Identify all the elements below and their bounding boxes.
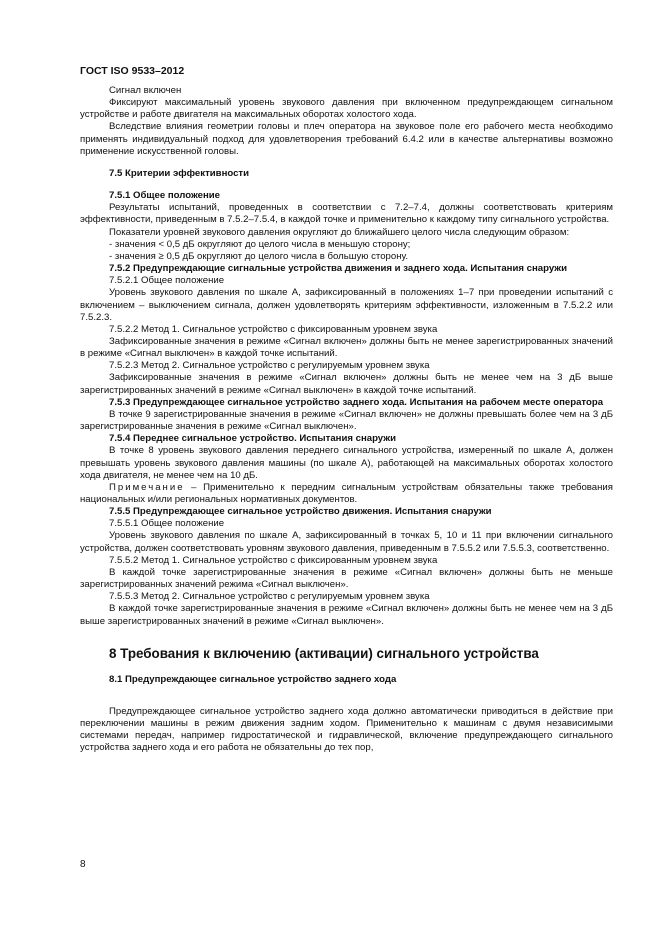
section-heading-7-5: 7.5 Критерии эффективности [109, 167, 250, 179]
note-text: – Применительно к передним сигнальным устройствам обязательны также требования национальных и/или региональных нормативных документов. [80, 481, 613, 505]
list-item: - значения < 0,5 дБ округляют до целого числа в меньшую сторону; [109, 238, 411, 250]
paragraph: В каждой точке зарегистрированные значения в режиме «Сигнал включен» должны быть не менее чем на 3 дБ выше зарегистрированных значений в режиме «Сигнал выключен». [80, 603, 613, 627]
clause-heading: 7.5.5.2 Метод 1. Сигнальное устройство с фиксированным уровнем звука [109, 554, 438, 566]
subsection-heading-7-5-5: 7.5.5 Предупреждающее сигнальное устройство движения. Испытания снаружи [109, 506, 492, 518]
clause-heading: 7.5.2.2 Метод 1. Сигнальное устройство с фиксированным уровнем звука [109, 323, 438, 335]
subsection-heading-7-5-2: 7.5.2 Предупреждающие сигнальные устройства движения и заднего хода. Испытания снаружи [109, 263, 567, 275]
subsection-heading-7-5-4: 7.5.4 Переднее сигнальное устройство. Испытания снаружи [109, 433, 396, 445]
paragraph: Результаты испытаний, проведенных в соответствии с 7.2–7.4, должны соответствовать критериям эффективности, приведенным в 7.5.2–7.5.4, в каждой точке и применительно к каждому типу сигнального устройства. [80, 202, 613, 226]
paragraph: Сигнал включен [109, 85, 182, 96]
paragraph: Фиксируют максимальный уровень звукового давления при включенном предупреждающем сигнальном устройстве и работе двигателя на максимальных оборотах холостого хода. [80, 97, 613, 121]
paragraph: В точке 8 уровень звукового давления переднего сигнального устройства, измеренный по шкале A, должен превышать уровень звукового давления машины (по шкале A), работающей на максимальных оборотах холостого хода двигателя, не менее чем на 10 дБ. [80, 445, 613, 481]
clause-heading: 7.5.5.3 Метод 2. Сигнальное устройство с регулируемым уровнем звука [109, 591, 430, 603]
paragraph: Уровень звукового давления по шкале A, зафиксированный в положениях 1–7 при проведении испытаний с включением – выключением сигнала, должен удовлетворять критериям эффективности, изложенным в 7.5.2.2 или 7.5.2.3. [80, 287, 613, 323]
note [80, 482, 613, 506]
clause-heading: 7.5.2.3 Метод 2. Сигнальное устройство с регулируемым уровнем звука [109, 360, 430, 372]
clause-heading: 7.5.2.1 Общее положение [109, 275, 225, 287]
paragraph: В каждой точке зарегистрированные значения в режиме «Сигнал включен» должны быть не меньше зарегистрированных значений режима «Сигнал выключен». [80, 566, 613, 591]
subsection-heading-7-5-3: 7.5.3 Предупреждающее сигнальное устройство заднего хода. Испытания на рабочем месте оператора [109, 396, 604, 408]
paragraph: Зафиксированные значения в режиме «Сигнал включен» должны быть не менее зарегистрированных значений в режиме «Сигнал выключен» в каждой точке испытаний. [80, 335, 613, 360]
document-body [80, 85, 613, 755]
list-item: - значения ≥ 0,5 дБ округляют до целого числа в большую сторону. [109, 250, 409, 262]
paragraph: Вследствие влияния геометрии головы и плеч оператора на звуковое поле его рабочего места необходимо применять индивидуальный подход для удовлетворения требований 6.4.2 или в качестве альтернативы возможно применение искусственной головы. [80, 121, 613, 157]
note-label: Примечание [109, 481, 185, 493]
clause-heading: 7.5.5.1 Общее положение [109, 518, 225, 530]
paragraph: Уровень звукового давления по шкале A, зафиксированный в точках 5, 10 и 11 при включении сигнального устройства, должен соответствовать уровням звукового давления, приведенным в 7.5.5.2 или 7.5.5.3, соответственно. [80, 530, 613, 554]
paragraph: Показатели уровней звукового давления округляют до ближайшего целого числа следующим образом: [109, 226, 570, 238]
standard-header: ГОСТ ISO 9533–2012 [80, 65, 185, 77]
paragraph: В точке 9 зарегистрированные значения в режиме «Сигнал включен» не должны превышать более чем на 3 дБ зарегистрированные значения в режиме «Сигнал выключен». [80, 408, 613, 433]
subsection-heading-7-5-1: 7.5.1 Общее положение [109, 190, 220, 202]
paragraph: Зафиксированные значения в режиме «Сигнал включен» должны быть не менее чем на 3 дБ выше зарегистрированных значений в режиме «Сигнал выключен» в каждой точке испытаний. [80, 372, 613, 396]
chapter-heading-8: 8 Требования к включению (активации) сигнального устройства [109, 645, 539, 661]
page-number: 8 [80, 859, 86, 870]
section-heading-8-1: 8.1 Предупреждающее сигнальное устройство заднего хода [109, 673, 397, 685]
paragraph: Предупреждающее сигнальное устройство заднего хода должно автоматически приводиться в действие при переключении машины в режим движения задним ходом. Применительно к машинам с двумя независимыми системами передач, например гидростатической и гидравлической, включение предупреждающего сигнального устройства заднего хода и его работа не обязательны до тех пор, [80, 705, 613, 754]
